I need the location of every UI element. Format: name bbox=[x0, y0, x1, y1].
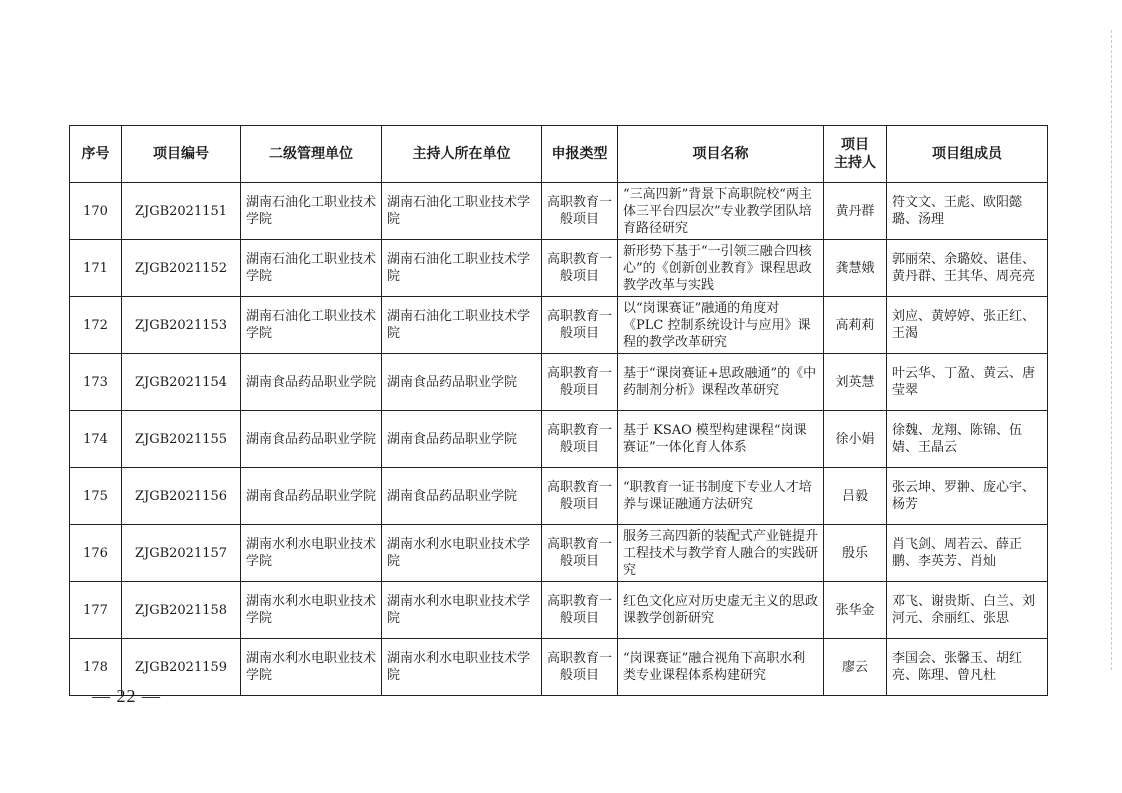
table-row bbox=[70, 411, 1048, 468]
cell-leader: 殷乐 bbox=[824, 525, 887, 582]
cell-code: ZJGB2021157 bbox=[122, 525, 241, 582]
cell-seq: 173 bbox=[70, 354, 122, 411]
cell-host-unit: 湖南水利水电职业技术学院 bbox=[382, 582, 542, 639]
cell-code: ZJGB2021152 bbox=[122, 240, 241, 297]
header-leader-line2: 主持人 bbox=[834, 155, 876, 171]
cell-host-unit: 湖南石油化工职业技术学院 bbox=[382, 183, 542, 240]
cell-members: 肖飞剑、周若云、薛正鹏、李英芳、肖灿 bbox=[887, 525, 1048, 582]
header-unit: 二级管理单位 bbox=[241, 126, 382, 183]
cell-type: 高职教育一般项目 bbox=[542, 468, 618, 525]
cell-unit: 湖南石油化工职业技术学院 bbox=[241, 297, 382, 354]
cell-leader: 吕毅 bbox=[824, 468, 887, 525]
cell-unit: 湖南石油化工职业技术学院 bbox=[241, 183, 382, 240]
cell-type: 高职教育一般项目 bbox=[542, 183, 618, 240]
cell-unit: 湖南水利水电职业技术学院 bbox=[241, 639, 382, 696]
cell-type: 高职教育一般项目 bbox=[542, 639, 618, 696]
cell-seq: 177 bbox=[70, 582, 122, 639]
header-code: 项目编号 bbox=[122, 126, 241, 183]
cell-name: 服务三高四新的装配式产业链提升工程技术与教学育人融合的实践研究 bbox=[618, 525, 824, 582]
header-leader bbox=[824, 126, 887, 183]
table-row bbox=[70, 240, 1048, 297]
header-row bbox=[70, 126, 1048, 183]
cell-seq: 178 bbox=[70, 639, 122, 696]
cell-code: ZJGB2021155 bbox=[122, 411, 241, 468]
cell-members: 符文文、王彪、欧阳懿璐、汤理 bbox=[887, 183, 1048, 240]
table-header bbox=[70, 126, 1048, 183]
cell-type: 高职教育一般项目 bbox=[542, 297, 618, 354]
cell-name: “三高四新”背景下高职院校“两主体三平台四层次”专业教学团队培育路径研究 bbox=[618, 183, 824, 240]
cell-host-unit: 湖南食品药品职业学院 bbox=[382, 468, 542, 525]
header-leader-line1: 项目 bbox=[841, 137, 869, 153]
cell-members: 叶云华、丁盈、黄云、唐莹翠 bbox=[887, 354, 1048, 411]
header-host-unit: 主持人所在单位 bbox=[382, 126, 542, 183]
project-list-table-container bbox=[69, 125, 1047, 696]
header-type: 申报类型 bbox=[542, 126, 618, 183]
cell-host-unit: 湖南石油化工职业技术学院 bbox=[382, 240, 542, 297]
cell-type: 高职教育一般项目 bbox=[542, 411, 618, 468]
cell-leader: 龚慧娥 bbox=[824, 240, 887, 297]
cell-name: 基于“课岗赛证+思政融通”的《中药制剂分析》课程改革研究 bbox=[618, 354, 824, 411]
cell-members: 徐魏、龙翔、陈锦、伍婧、王晶云 bbox=[887, 411, 1048, 468]
cell-seq: 172 bbox=[70, 297, 122, 354]
table-row bbox=[70, 354, 1048, 411]
cell-seq: 171 bbox=[70, 240, 122, 297]
table-row bbox=[70, 297, 1048, 354]
cell-name: 基于 KSAO 模型构建课程“岗课赛证”一体化育人体系 bbox=[618, 411, 824, 468]
table-row bbox=[70, 525, 1048, 582]
table-row bbox=[70, 582, 1048, 639]
header-name: 项目名称 bbox=[618, 126, 824, 183]
cell-host-unit: 湖南食品药品职业学院 bbox=[382, 354, 542, 411]
cell-code: ZJGB2021156 bbox=[122, 468, 241, 525]
cell-seq: 176 bbox=[70, 525, 122, 582]
cell-name: 红色文化应对历史虚无主义的思政课教学创新研究 bbox=[618, 582, 824, 639]
cell-host-unit: 湖南水利水电职业技术学院 bbox=[382, 639, 542, 696]
scan-edge-marks bbox=[1107, 30, 1112, 670]
page-number: — 22 — bbox=[92, 686, 161, 706]
cell-code: ZJGB2021158 bbox=[122, 582, 241, 639]
cell-host-unit: 湖南食品药品职业学院 bbox=[382, 411, 542, 468]
cell-leader: 刘英慧 bbox=[824, 354, 887, 411]
table-row bbox=[70, 468, 1048, 525]
cell-name: “岗课赛证”融合视角下高职水利类专业课程体系构建研究 bbox=[618, 639, 824, 696]
cell-seq: 174 bbox=[70, 411, 122, 468]
cell-unit: 湖南水利水电职业技术学院 bbox=[241, 525, 382, 582]
cell-members: 李国会、张馨玉、胡红亮、陈理、曾凡杜 bbox=[887, 639, 1048, 696]
cell-type: 高职教育一般项目 bbox=[542, 240, 618, 297]
cell-code: ZJGB2021159 bbox=[122, 639, 241, 696]
header-members: 项目组成员 bbox=[887, 126, 1048, 183]
cell-unit: 湖南水利水电职业技术学院 bbox=[241, 582, 382, 639]
cell-leader: 廖云 bbox=[824, 639, 887, 696]
cell-unit: 湖南食品药品职业学院 bbox=[241, 411, 382, 468]
cell-code: ZJGB2021151 bbox=[122, 183, 241, 240]
cell-name: 新形势下基于“一引领三融合四核心”的《创新创业教育》课程思政教学改革与实践 bbox=[618, 240, 824, 297]
table-body bbox=[70, 183, 1048, 696]
cell-type: 高职教育一般项目 bbox=[542, 525, 618, 582]
cell-seq: 170 bbox=[70, 183, 122, 240]
cell-unit: 湖南食品药品职业学院 bbox=[241, 468, 382, 525]
cell-leader: 徐小娟 bbox=[824, 411, 887, 468]
cell-leader: 高莉莉 bbox=[824, 297, 887, 354]
cell-unit: 湖南食品药品职业学院 bbox=[241, 354, 382, 411]
cell-leader: 黄丹群 bbox=[824, 183, 887, 240]
cell-members: 刘应、黄婷婷、张正红、王渴 bbox=[887, 297, 1048, 354]
cell-code: ZJGB2021154 bbox=[122, 354, 241, 411]
cell-unit: 湖南石油化工职业技术学院 bbox=[241, 240, 382, 297]
cell-host-unit: 湖南石油化工职业技术学院 bbox=[382, 297, 542, 354]
cell-type: 高职教育一般项目 bbox=[542, 582, 618, 639]
cell-members: 郭丽荣、余璐姣、谌佳、黄丹群、王其华、周亮亮 bbox=[887, 240, 1048, 297]
header-seq: 序号 bbox=[70, 126, 122, 183]
cell-type: 高职教育一般项目 bbox=[542, 354, 618, 411]
table-row bbox=[70, 639, 1048, 696]
cell-code: ZJGB2021153 bbox=[122, 297, 241, 354]
cell-name: “职教育一证书制度下专业人才培养与课证融通方法研究 bbox=[618, 468, 824, 525]
cell-host-unit: 湖南水利水电职业技术学院 bbox=[382, 525, 542, 582]
cell-members: 邓飞、谢贵斯、白兰、刘河元、余丽红、张思 bbox=[887, 582, 1048, 639]
cell-leader: 张华金 bbox=[824, 582, 887, 639]
cell-name: 以“岗课赛证”融通的角度对《PLC 控制系统设计与应用》课程的教学改革研究 bbox=[618, 297, 824, 354]
project-list-table bbox=[69, 125, 1048, 696]
table-row bbox=[70, 183, 1048, 240]
cell-members: 张云坤、罗翀、庞心宇、杨芳 bbox=[887, 468, 1048, 525]
cell-seq: 175 bbox=[70, 468, 122, 525]
